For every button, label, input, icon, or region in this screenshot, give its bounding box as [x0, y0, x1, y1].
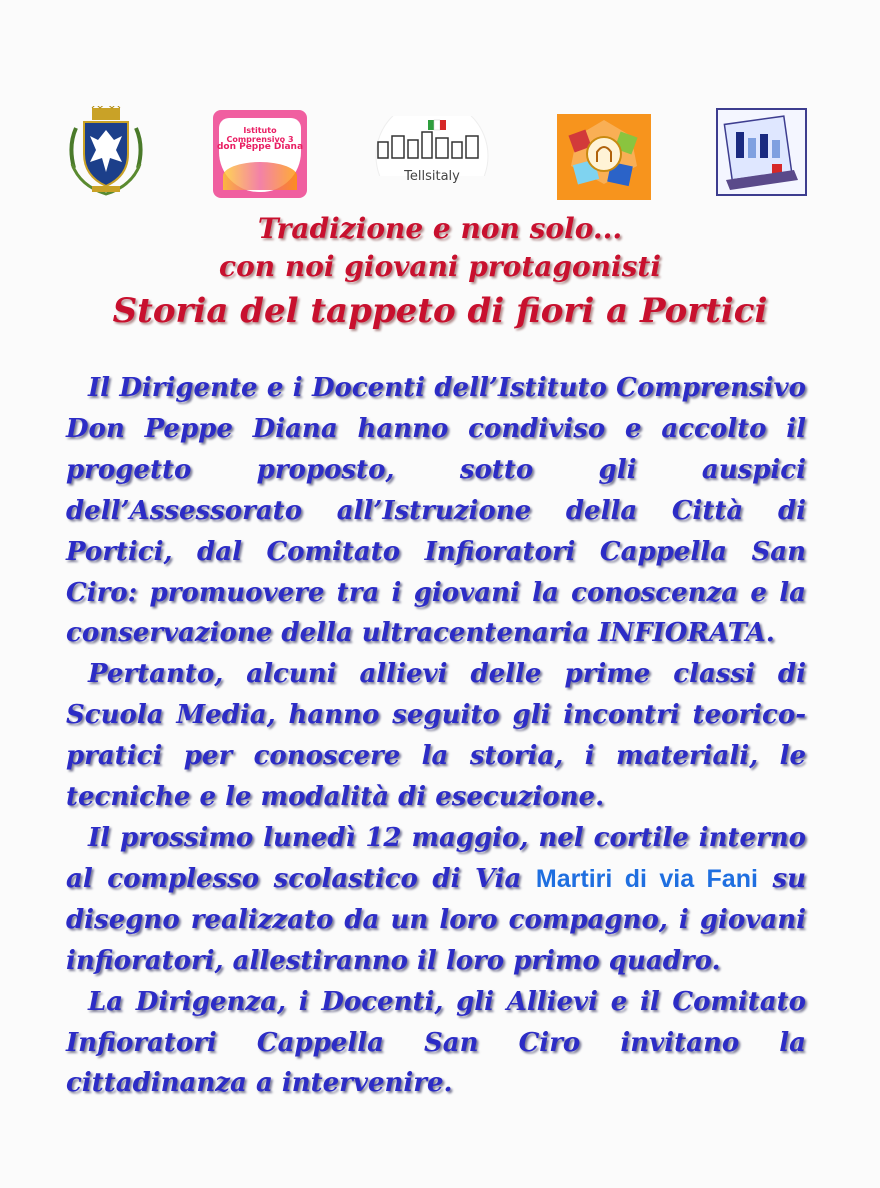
paragraph-3-start: Il prossimo lunedì 12 maggio, nel cortile interno al complesso scolastico di Via: [66, 822, 806, 894]
title-line-2: con noi giovani protagonisti: [219, 250, 661, 283]
comitato-logo-icon: [557, 114, 651, 200]
paragraph-2: Pertanto, alcuni allievi delle prime classi di Scuola Media, hanno seguito gli incontri teorico-pratici per conoscere la storia, i materiali, le tecniche e le modalità di esecuzione.: [66, 659, 806, 813]
paragraph-3: [66, 818, 806, 982]
school-logo-icon: [213, 110, 307, 198]
paragraph-3-end: su disegno realizzato da un loro compagno, i giovani infioratori, allestiranno il loro primo quadro.: [66, 863, 806, 976]
paragraph-1: Il Dirigente e i Docenti dell’Istituto Comprensivo Don Peppe Diana hanno condiviso e accolto il progetto proposto, sotto gli auspici dell’Assessorato all’Istruzione della Città di Portici, dal Comitato Infioratori Cappella San Ciro: promuovere tra i giovani la conoscenza e la conservazione della ultracentenaria INFIORATA.: [66, 373, 806, 649]
title-line-1: Tradizione e non solo...: [257, 212, 623, 245]
street-name-highlight: Martiri di via Fani: [535, 864, 758, 893]
defortibus-logo-icon: [716, 108, 807, 196]
main-title: Storia del tappeto di fiori a Portici: [112, 291, 768, 331]
tellsitaly-logo-icon: [368, 108, 496, 200]
coat-of-arms-icon: [66, 106, 146, 200]
paragraph-4: La Dirigenza, i Docenti, gli Allievi e il Comitato Infioratori Cappella San Ciro invitano la cittadinanza a intervenire.: [66, 986, 806, 1099]
title-block: [0, 210, 880, 336]
tellsitaly-caption: Tellsitaly: [404, 169, 460, 184]
logo-row: [0, 104, 880, 204]
school-logo-line2: don Peppe Diana: [216, 142, 304, 152]
body-text: [66, 368, 806, 1104]
school-logo-line1: Istituto Comprensivo 3: [226, 126, 294, 144]
